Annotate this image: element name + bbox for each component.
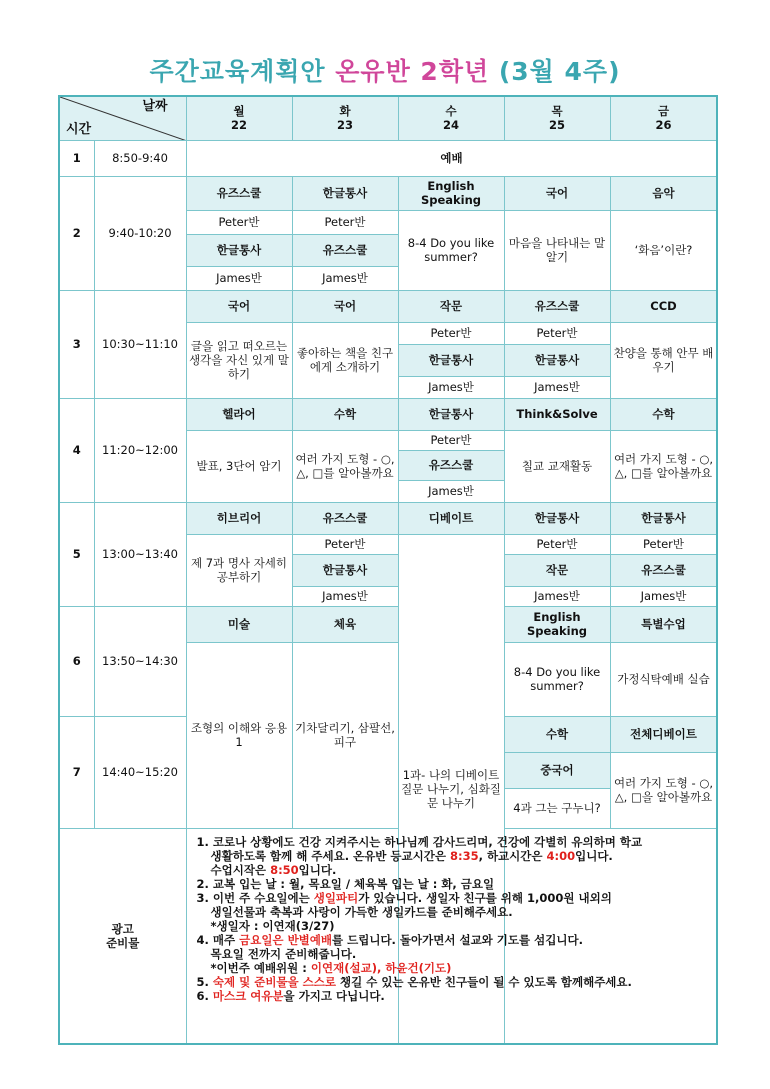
note-cell: 글을 읽고 떠오르는 생각을 자신 있게 말하기 bbox=[186, 322, 292, 398]
title-plan: 주간교육계획안 bbox=[149, 57, 326, 86]
note-item: 2. 교복 입는 날 : 월, 목요일 / 체육복 입는 날 : 화, 금요일 bbox=[196, 876, 495, 891]
note-cell: 1과- 나의 디베이트 질문 나누기, 심화질문 나누기 bbox=[398, 534, 504, 1044]
worship-cell: 예배 bbox=[186, 140, 717, 176]
subject-cell: 국어 bbox=[292, 290, 398, 322]
day-header-mon: 월 22 bbox=[186, 96, 292, 140]
note-item: 6. 마스크 여유분을 가지고 다닙니다. bbox=[196, 988, 385, 1003]
group-cell: James반 bbox=[398, 376, 504, 398]
date-label: 날짜 bbox=[142, 99, 168, 114]
group-cell: Peter반 bbox=[504, 322, 610, 344]
subject-cell: 유즈스쿨 bbox=[186, 176, 292, 210]
notes-label: 광고 준비물 bbox=[59, 828, 186, 1044]
day-header-thu: 목 25 bbox=[504, 96, 610, 140]
note-cell: 여러 가지 도형 - ○, △, □를 알아볼까요 bbox=[292, 430, 398, 502]
time-label: 시간 bbox=[66, 121, 92, 137]
note-item: 1. 코로나 상황에도 건강 지켜주시는 하나님께 감사드리며, 건강에 각별히 유의하며 학교 생활하도록 함께 해 주세요. 온유반 등교시간은 8:35, 하교시간은 4:00입니다. 수업시작은 8:50입니다. bbox=[196, 834, 643, 877]
subject-cell: 수학 bbox=[610, 398, 717, 430]
subject-cell: 체육 bbox=[292, 606, 398, 642]
subject-cell: English Speaking bbox=[504, 606, 610, 642]
note-cell: 8-4 Do you like summer? bbox=[398, 210, 504, 290]
note-cell: 칠교 교재활동 bbox=[504, 430, 610, 502]
period-time: 13:00~13:40 bbox=[94, 502, 186, 606]
period-num: 4 bbox=[59, 398, 94, 502]
group-cell: Peter반 bbox=[610, 534, 717, 554]
day-header-tue: 화 23 bbox=[292, 96, 398, 140]
note-cell: 마음을 나타내는 말 알기 bbox=[504, 210, 610, 290]
group-cell: James반 bbox=[292, 266, 398, 290]
notes-cell bbox=[186, 828, 717, 1044]
note-cell: 가정식탁예배 실습 bbox=[610, 642, 717, 716]
note-item: 3. 이번 주 수요일에는 생일파티가 있습니다. 생일자 친구를 위해 1,000원 내외의 생일선물과 축복과 사랑이 가득한 생일카드를 준비해주세요. *생일자 : 이연재(3/27) bbox=[196, 890, 612, 933]
group-cell: Peter반 bbox=[292, 210, 398, 234]
group-cell: Peter반 bbox=[398, 322, 504, 344]
title-class: 온유반 2학년 bbox=[335, 57, 490, 86]
period-time: 9:40-10:20 bbox=[94, 176, 186, 290]
period-num: 5 bbox=[59, 502, 94, 606]
note-cell: 4과 그는 구누니? bbox=[504, 788, 610, 828]
subject-cell: 작문 bbox=[398, 290, 504, 322]
group-cell: James반 bbox=[610, 586, 717, 606]
subject-cell: 수학 bbox=[504, 716, 610, 752]
day-header-fri: 금 26 bbox=[610, 96, 717, 140]
subject-cell: 국어 bbox=[504, 176, 610, 210]
subject-cell: 한글통사 bbox=[398, 344, 504, 376]
note-cell: 발표, 3단어 암기 bbox=[186, 430, 292, 502]
day-header-wed: 수 24 bbox=[398, 96, 504, 140]
group-cell: James반 bbox=[398, 480, 504, 502]
subject-cell: Think&Solve bbox=[504, 398, 610, 430]
note-cell: ‘화음’이란? bbox=[610, 210, 717, 290]
period-num: 1 bbox=[59, 140, 94, 176]
corner-header bbox=[59, 96, 186, 140]
subject-cell: 한글통사 bbox=[504, 344, 610, 376]
group-cell: James반 bbox=[292, 586, 398, 606]
subject-cell: 한글통사 bbox=[292, 176, 398, 210]
page-title bbox=[0, 52, 770, 88]
subject-cell: 디베이트 bbox=[398, 502, 504, 534]
subject-cell: 한글통사 bbox=[186, 234, 292, 266]
note-cell: 여러 가지 도형 - ○, △, □을 알아볼까요 bbox=[610, 752, 717, 828]
subject-cell: 헬라어 bbox=[186, 398, 292, 430]
period-time: 11:20~12:00 bbox=[94, 398, 186, 502]
note-item: 5. 숙제 및 준비물을 스스로 챙길 수 있는 온유반 친구들이 될 수 있도록 함께해주세요. bbox=[196, 974, 632, 989]
subject-cell: 한글통사 bbox=[610, 502, 717, 534]
weekly-plan-table bbox=[58, 95, 718, 1045]
subject-cell: 유즈스쿨 bbox=[292, 234, 398, 266]
note-cell: 기차달리기, 삼팔선, 피구 bbox=[292, 642, 398, 828]
note-cell: 8-4 Do you like summer? bbox=[504, 642, 610, 716]
subject-cell: 유즈스쿨 bbox=[398, 450, 504, 480]
subject-cell: 한글통사 bbox=[398, 398, 504, 430]
subject-cell: 작문 bbox=[504, 554, 610, 586]
subject-cell: 음악 bbox=[610, 176, 717, 210]
group-cell: James반 bbox=[186, 266, 292, 290]
subject-cell: 유즈스쿨 bbox=[610, 554, 717, 586]
note-cell: 좋아하는 책을 친구에게 소개하기 bbox=[292, 322, 398, 398]
subject-cell: 유즈스쿨 bbox=[504, 290, 610, 322]
period-time: 14:40~15:20 bbox=[94, 716, 186, 828]
note-cell: 제 7과 명사 자세히 공부하기 bbox=[186, 534, 292, 606]
note-cell: 조형의 이해와 응용1 bbox=[186, 642, 292, 828]
period-num: 7 bbox=[59, 716, 94, 828]
group-cell: Peter반 bbox=[186, 210, 292, 234]
subject-cell: 수학 bbox=[292, 398, 398, 430]
group-cell: James반 bbox=[504, 586, 610, 606]
subject-cell: 히브리어 bbox=[186, 502, 292, 534]
group-cell: Peter반 bbox=[292, 534, 398, 554]
title-week: (3월 4주) bbox=[498, 57, 621, 86]
period-num: 3 bbox=[59, 290, 94, 398]
subject-cell: English Speaking bbox=[398, 176, 504, 210]
subject-cell: 특별수업 bbox=[610, 606, 717, 642]
group-cell: Peter반 bbox=[504, 534, 610, 554]
note-cell: 여러 가지 도형 - ○, △, □를 알아볼까요 bbox=[610, 430, 717, 502]
subject-cell: 한글통사 bbox=[292, 554, 398, 586]
period-time: 13:50~14:30 bbox=[94, 606, 186, 716]
subject-cell: 전체디베이트 bbox=[610, 716, 717, 752]
period-time: 10:30~11:10 bbox=[94, 290, 186, 398]
subject-cell: 중국어 bbox=[504, 752, 610, 788]
subject-cell: 유즈스쿨 bbox=[292, 502, 398, 534]
period-num: 2 bbox=[59, 176, 94, 290]
period-time: 8:50-9:40 bbox=[94, 140, 186, 176]
subject-cell: CCD bbox=[610, 290, 717, 322]
note-item: 4. 매주 금요일은 반별예배를 드립니다. 돌아가면서 설교와 기도를 섬깁니다. 목요일 전까지 준비해줍니다. *이번주 예배위원 : 이연재(설교), 하윤건(기도) bbox=[196, 932, 583, 975]
group-cell: James반 bbox=[504, 376, 610, 398]
period-num: 6 bbox=[59, 606, 94, 716]
note-cell: 찬양을 통해 안무 배우기 bbox=[610, 322, 717, 398]
group-cell: Peter반 bbox=[398, 430, 504, 450]
subject-cell: 미술 bbox=[186, 606, 292, 642]
subject-cell: 한글통사 bbox=[504, 502, 610, 534]
subject-cell: 국어 bbox=[186, 290, 292, 322]
